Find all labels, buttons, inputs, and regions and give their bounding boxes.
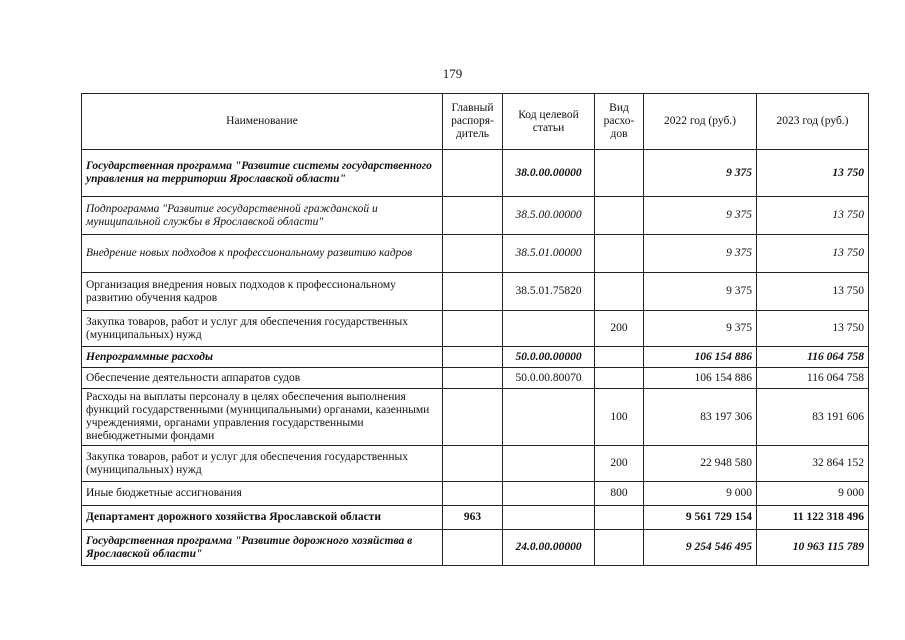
- row-code: [503, 446, 595, 482]
- row-2023: 32 864 152: [757, 446, 869, 482]
- header-name: Наименование: [82, 94, 443, 150]
- row-name: Департамент дорожного хозяйства Ярославской области: [82, 506, 443, 530]
- table-header-row: [82, 94, 869, 150]
- row-code: [503, 311, 595, 347]
- row-code: 38.5.00.00000: [503, 197, 595, 235]
- row-2022: 106 154 886: [644, 368, 757, 389]
- row-manager: [443, 150, 503, 197]
- table-row: [82, 273, 869, 311]
- row-type: [595, 347, 644, 368]
- table-row: [82, 368, 869, 389]
- row-code: 38.0.00.00000: [503, 150, 595, 197]
- row-manager: [443, 347, 503, 368]
- table-row: [82, 235, 869, 273]
- table-row: [82, 311, 869, 347]
- row-manager: 963: [443, 506, 503, 530]
- row-name: Непрограммные расходы: [82, 347, 443, 368]
- row-type: 200: [595, 311, 644, 347]
- row-type: 100: [595, 389, 644, 446]
- row-manager: [443, 273, 503, 311]
- row-2022: 9 375: [644, 273, 757, 311]
- row-type: [595, 530, 644, 566]
- row-manager: [443, 530, 503, 566]
- table-row: [82, 197, 869, 235]
- row-name: Подпрограмма "Развитие государственной гражданской и муниципальной службы в Ярославской области": [82, 197, 443, 235]
- row-manager: [443, 235, 503, 273]
- row-manager: [443, 311, 503, 347]
- page-number: 179: [442, 66, 463, 81]
- row-2022: 9 254 546 495: [644, 530, 757, 566]
- row-2023: 116 064 758: [757, 347, 869, 368]
- table-row: [82, 482, 869, 506]
- header-2023: 2023 год (руб.): [757, 94, 869, 150]
- row-2022: 9 375: [644, 235, 757, 273]
- row-type: 200: [595, 446, 644, 482]
- row-code: 38.5.01.00000: [503, 235, 595, 273]
- row-manager: [443, 389, 503, 446]
- row-type: 800: [595, 482, 644, 506]
- row-name: Закупка товаров, работ и услуг для обеспечения государственных (муниципальных) нужд: [82, 446, 443, 482]
- row-2022: 9 000: [644, 482, 757, 506]
- row-code: [503, 389, 595, 446]
- table-body: [82, 150, 869, 566]
- header-2022: 2022 год (руб.): [644, 94, 757, 150]
- row-2023: 13 750: [757, 150, 869, 197]
- row-manager: [443, 446, 503, 482]
- table-row: [82, 150, 869, 197]
- row-manager: [443, 482, 503, 506]
- budget-table: [81, 93, 869, 566]
- row-2022: 9 375: [644, 150, 757, 197]
- table-row: [82, 530, 869, 566]
- row-2022: 9 375: [644, 197, 757, 235]
- row-2023: 13 750: [757, 311, 869, 347]
- row-2022: 106 154 886: [644, 347, 757, 368]
- row-name: Внедрение новых подходов к профессиональному развитию кадров: [82, 235, 443, 273]
- row-name: Иные бюджетные ассигнования: [82, 482, 443, 506]
- row-2023: 13 750: [757, 197, 869, 235]
- row-2022: 9 561 729 154: [644, 506, 757, 530]
- row-2023: 83 191 606: [757, 389, 869, 446]
- row-name: Обеспечение деятельности аппаратов судов: [82, 368, 443, 389]
- row-code: [503, 482, 595, 506]
- row-name: Расходы на выплаты персоналу в целях обеспечения выполнения функций государственными (муниципальными) органами, казенными учреждениями, органами управления государственными внебюджетными фондами: [82, 389, 443, 446]
- row-name: Государственная программа "Развитие дорожного хозяйства в Ярославской области": [82, 530, 443, 566]
- table-row: [82, 446, 869, 482]
- row-2023: 13 750: [757, 273, 869, 311]
- table-row: [82, 347, 869, 368]
- row-2023: 13 750: [757, 235, 869, 273]
- row-2022: 22 948 580: [644, 446, 757, 482]
- row-code: 24.0.00.00000: [503, 530, 595, 566]
- row-name: Организация внедрения новых подходов к профессиональному развитию обучения кадров: [82, 273, 443, 311]
- table-row: [82, 389, 869, 446]
- row-2023: 9 000: [757, 482, 869, 506]
- row-type: [595, 197, 644, 235]
- row-type: [595, 235, 644, 273]
- row-code: 50.0.00.80070: [503, 368, 595, 389]
- row-name: Государственная программа "Развитие системы государственного управления на территории Ярославской области": [82, 150, 443, 197]
- header-manager: Главный распоря-дитель: [443, 94, 503, 150]
- header-code: Код целевой статьи: [503, 94, 595, 150]
- row-manager: [443, 368, 503, 389]
- row-type: [595, 273, 644, 311]
- row-2023: 10 963 115 789: [757, 530, 869, 566]
- row-2023: 11 122 318 496: [757, 506, 869, 530]
- row-2022: 9 375: [644, 311, 757, 347]
- row-code: 50.0.00.00000: [503, 347, 595, 368]
- row-2023: 116 064 758: [757, 368, 869, 389]
- row-type: [595, 150, 644, 197]
- row-manager: [443, 197, 503, 235]
- row-code: 38.5.01.75820: [503, 273, 595, 311]
- row-type: [595, 368, 644, 389]
- row-2022: 83 197 306: [644, 389, 757, 446]
- row-name: Закупка товаров, работ и услуг для обеспечения государственных (муниципальных) нужд: [82, 311, 443, 347]
- table-row: [82, 506, 869, 530]
- row-type: [595, 506, 644, 530]
- row-code: [503, 506, 595, 530]
- header-type: Вид расхо-дов: [595, 94, 644, 150]
